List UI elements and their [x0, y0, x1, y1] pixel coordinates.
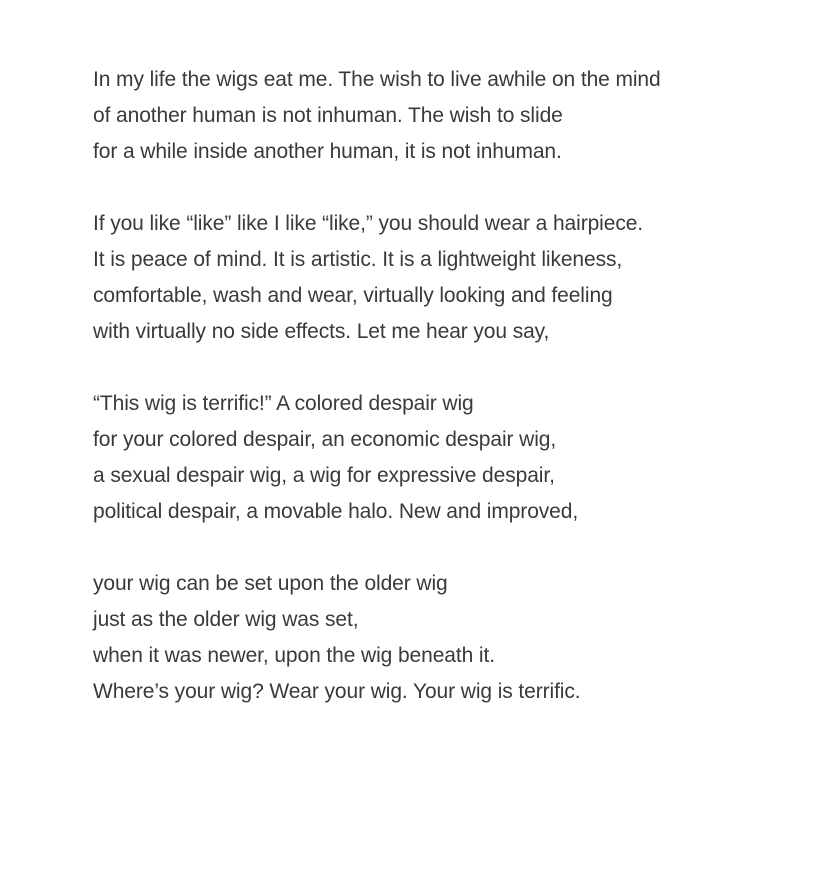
poem-line: Where’s your wig? Wear your wig. Your wig is terrific.: [93, 680, 581, 703]
poem-line: It is peace of mind. It is artistic. It is a lightweight likeness,: [93, 248, 623, 271]
poem-line: political despair, a movable halo. New and improved,: [93, 500, 579, 523]
poem-line: If you like “like” like I like “like,” you should wear a hairpiece.: [93, 212, 644, 235]
poem-line: In my life the wigs eat me. The wish to live awhile on the mind: [93, 68, 661, 91]
stanza-2: [93, 206, 793, 350]
poem-line: “This wig is terrific!” A colored despair wig: [93, 392, 474, 415]
poem-line: of another human is not inhuman. The wish to slide: [93, 104, 563, 127]
poem-body: [93, 62, 793, 746]
poem-line: comfortable, wash and wear, virtually looking and feeling: [93, 284, 613, 307]
stanza-4: [93, 566, 793, 710]
poem-line: just as the older wig was set,: [93, 608, 359, 631]
stanza-1: [93, 62, 793, 170]
stanza-3: [93, 386, 793, 530]
poem-line: a sexual despair wig, a wig for expressive despair,: [93, 464, 555, 487]
poem-line: for a while inside another human, it is not inhuman.: [93, 140, 562, 163]
poem-line: your wig can be set upon the older wig: [93, 572, 448, 595]
poem-line: when it was newer, upon the wig beneath it.: [93, 644, 495, 667]
poem-line: for your colored despair, an economic despair wig,: [93, 428, 557, 451]
poem-line: with virtually no side effects. Let me hear you say,: [93, 320, 550, 343]
